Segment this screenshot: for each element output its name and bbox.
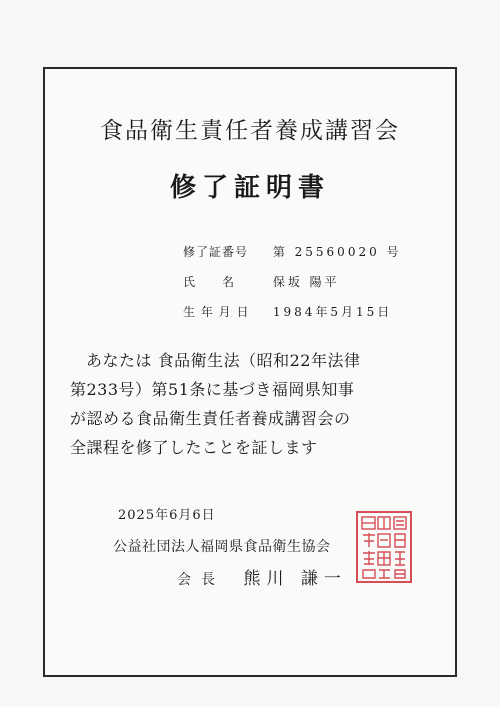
certificate-subtitle: 修了証明書 — [169, 173, 330, 203]
body-line: あなたは 食品衛生法（昭和22年法律 — [86, 351, 361, 370]
name-value: 保坂 陽平 — [272, 275, 340, 289]
body-line: が認める食品衛生責任者養成講習会の — [70, 409, 351, 428]
certificate-title: 食品衛生責任者養成講習会 — [100, 118, 400, 144]
body-line: 第233号）第51条に基づき福岡県知事 — [70, 380, 355, 399]
dob-row — [183, 303, 392, 320]
dob-value: 1984年5月15日 — [272, 305, 393, 319]
official-seal-icon — [356, 511, 412, 583]
cert-number-row — [183, 243, 402, 260]
cert-number-value: 第 25560020 号 — [272, 245, 402, 259]
chairman-line — [177, 564, 347, 589]
chairman-role: 会長 — [177, 572, 225, 588]
name-label: 氏 名 — [183, 275, 236, 289]
body-line: 全課程を修了したことを証します — [70, 438, 318, 457]
dob-label: 生 年 月 日 — [183, 305, 250, 319]
certificate-body — [70, 346, 440, 462]
seal-pattern — [358, 513, 410, 581]
name-row — [183, 273, 340, 290]
chairman-name: 熊川 謙一 — [243, 569, 347, 589]
organization-name: 公益社団法人福岡県食品衛生協会 — [113, 539, 331, 555]
issue-date: 2025年6月6日 — [118, 508, 216, 523]
cert-number-label: 修了証番号 — [183, 245, 249, 259]
